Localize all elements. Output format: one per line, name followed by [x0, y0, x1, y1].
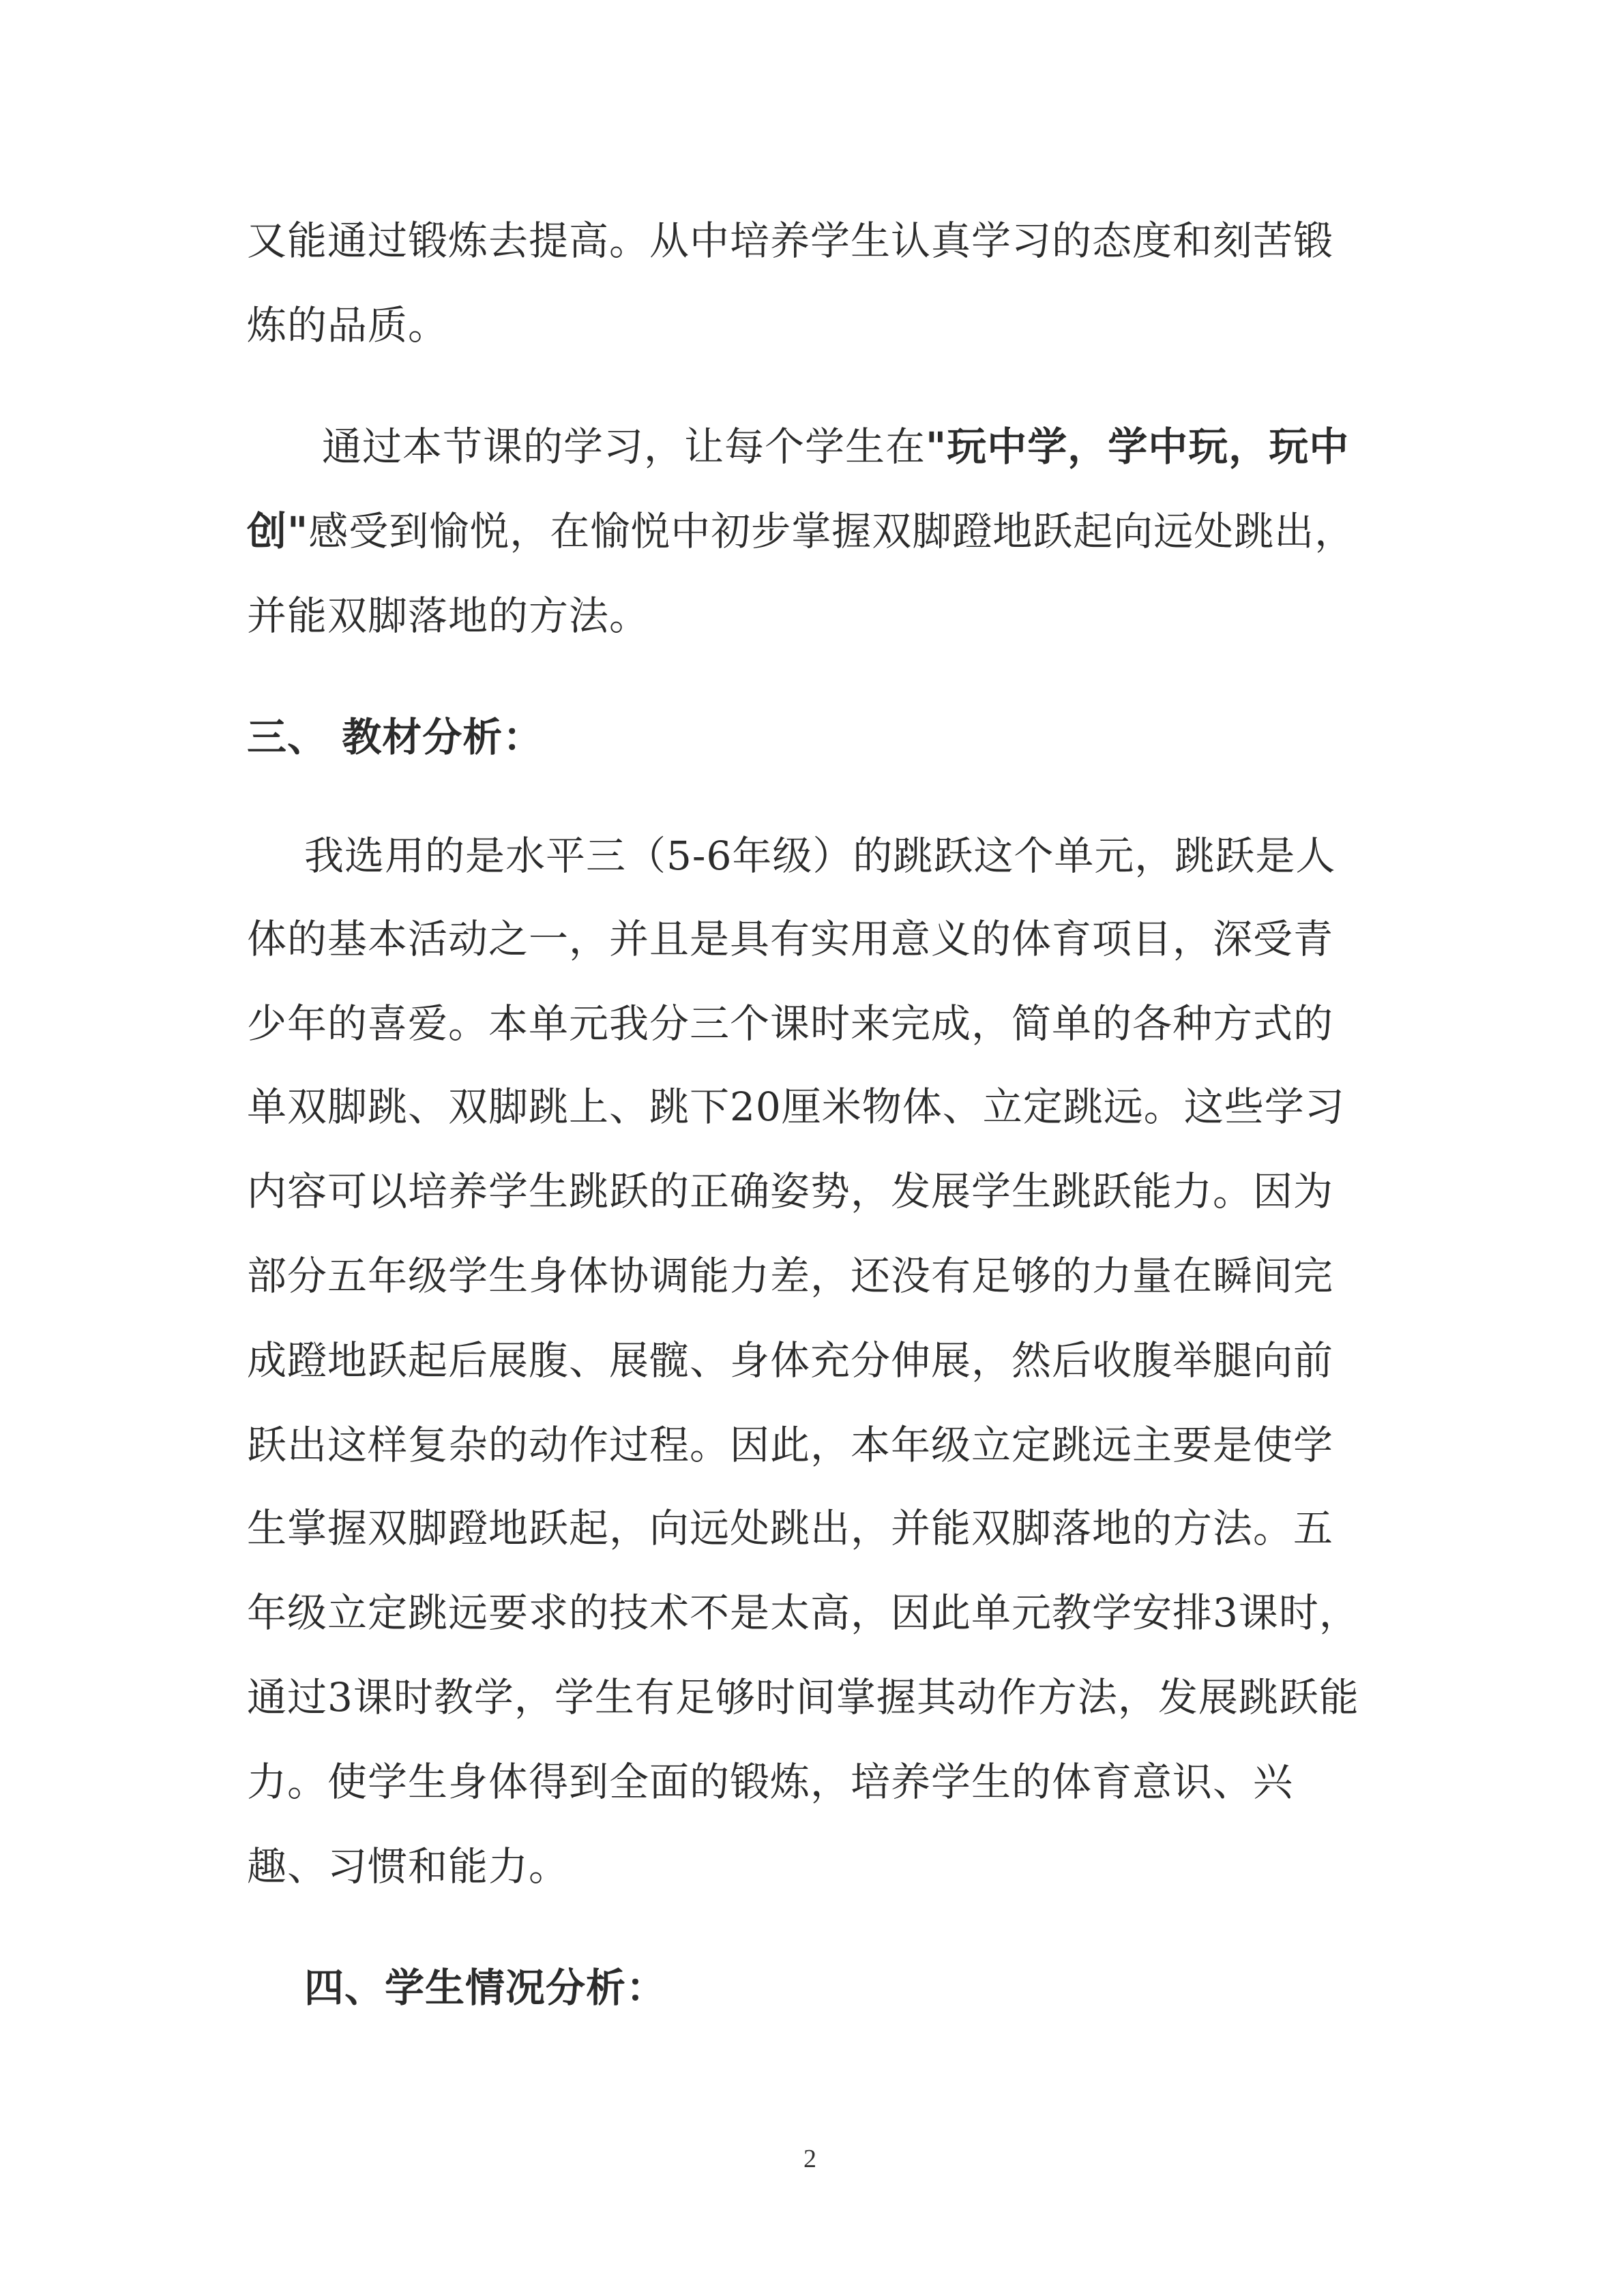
paragraph-line: 少年的喜爱。本单元我分三个课时来完成，简单的各种方式的	[247, 1000, 1334, 1047]
emphasis-text: "玩中学，学中玩，玩中	[926, 423, 1350, 470]
paragraph-text: 感受到愉悦，在愉悦中初步掌握双脚蹬地跃起向远处跳出，	[308, 508, 1355, 554]
paragraph-line: 炼的品质。	[247, 302, 449, 348]
paragraph-line: 又能通过锻炼去提高。从中培养学生认真学习的态度和刻苦锻	[247, 218, 1334, 264]
section-heading: 三、 教材分析：	[247, 714, 544, 760]
paragraph-line	[322, 423, 1349, 471]
paragraph-line: 我选用的是水平三（5-6年级）的跳跃这个单元，跳跃是人	[304, 833, 1336, 879]
paragraph-text: 通过本节课的学习，让每个学生在	[322, 423, 926, 470]
paragraph-line: 年级立定跳远要求的技术不是太高，因此单元教学安排3课时，	[247, 1590, 1359, 1636]
paragraph-line: 单双脚跳、双脚跳上、跳下20厘米物体、立定跳远。这些学习	[247, 1084, 1345, 1130]
emphasis-text: 创"	[247, 508, 309, 554]
paragraph-line: 力。使学生身体得到全面的锻炼，培养学生的体育意识、兴	[247, 1759, 1294, 1805]
section-heading: 四、学生情况分析：	[304, 1965, 667, 2011]
paragraph-line: 部分五年级学生身体协调能力差，还没有足够的力量在瞬间完	[247, 1253, 1334, 1299]
paragraph-line: 生掌握双脚蹬地跃起，向远处跳出，并能双脚落地的方法。五	[247, 1505, 1334, 1551]
paragraph-line: 通过3课时教学，学生有足够时间掌握其动作方法，发展跳跃能	[247, 1674, 1359, 1720]
paragraph-line: 趣、习惯和能力。	[247, 1843, 570, 1890]
paragraph-line	[247, 507, 1355, 555]
paragraph-line: 并能双脚落地的方法。	[247, 593, 650, 639]
paragraph-line: 体的基本活动之一，并且是具有实用意义的体育项目，深受青	[247, 916, 1334, 962]
page-number: 2	[803, 2145, 816, 2173]
paragraph-line: 跃出这样复杂的动作过程。因此，本年级立定跳远主要是使学	[247, 1422, 1334, 1468]
paragraph-line: 内容可以培养学生跳跃的正确姿势，发展学生跳跃能力。因为	[247, 1168, 1334, 1214]
paragraph-line: 成蹬地跃起后展腹、展髋、身体充分伸展，然后收腹举腿向前	[247, 1337, 1334, 1384]
